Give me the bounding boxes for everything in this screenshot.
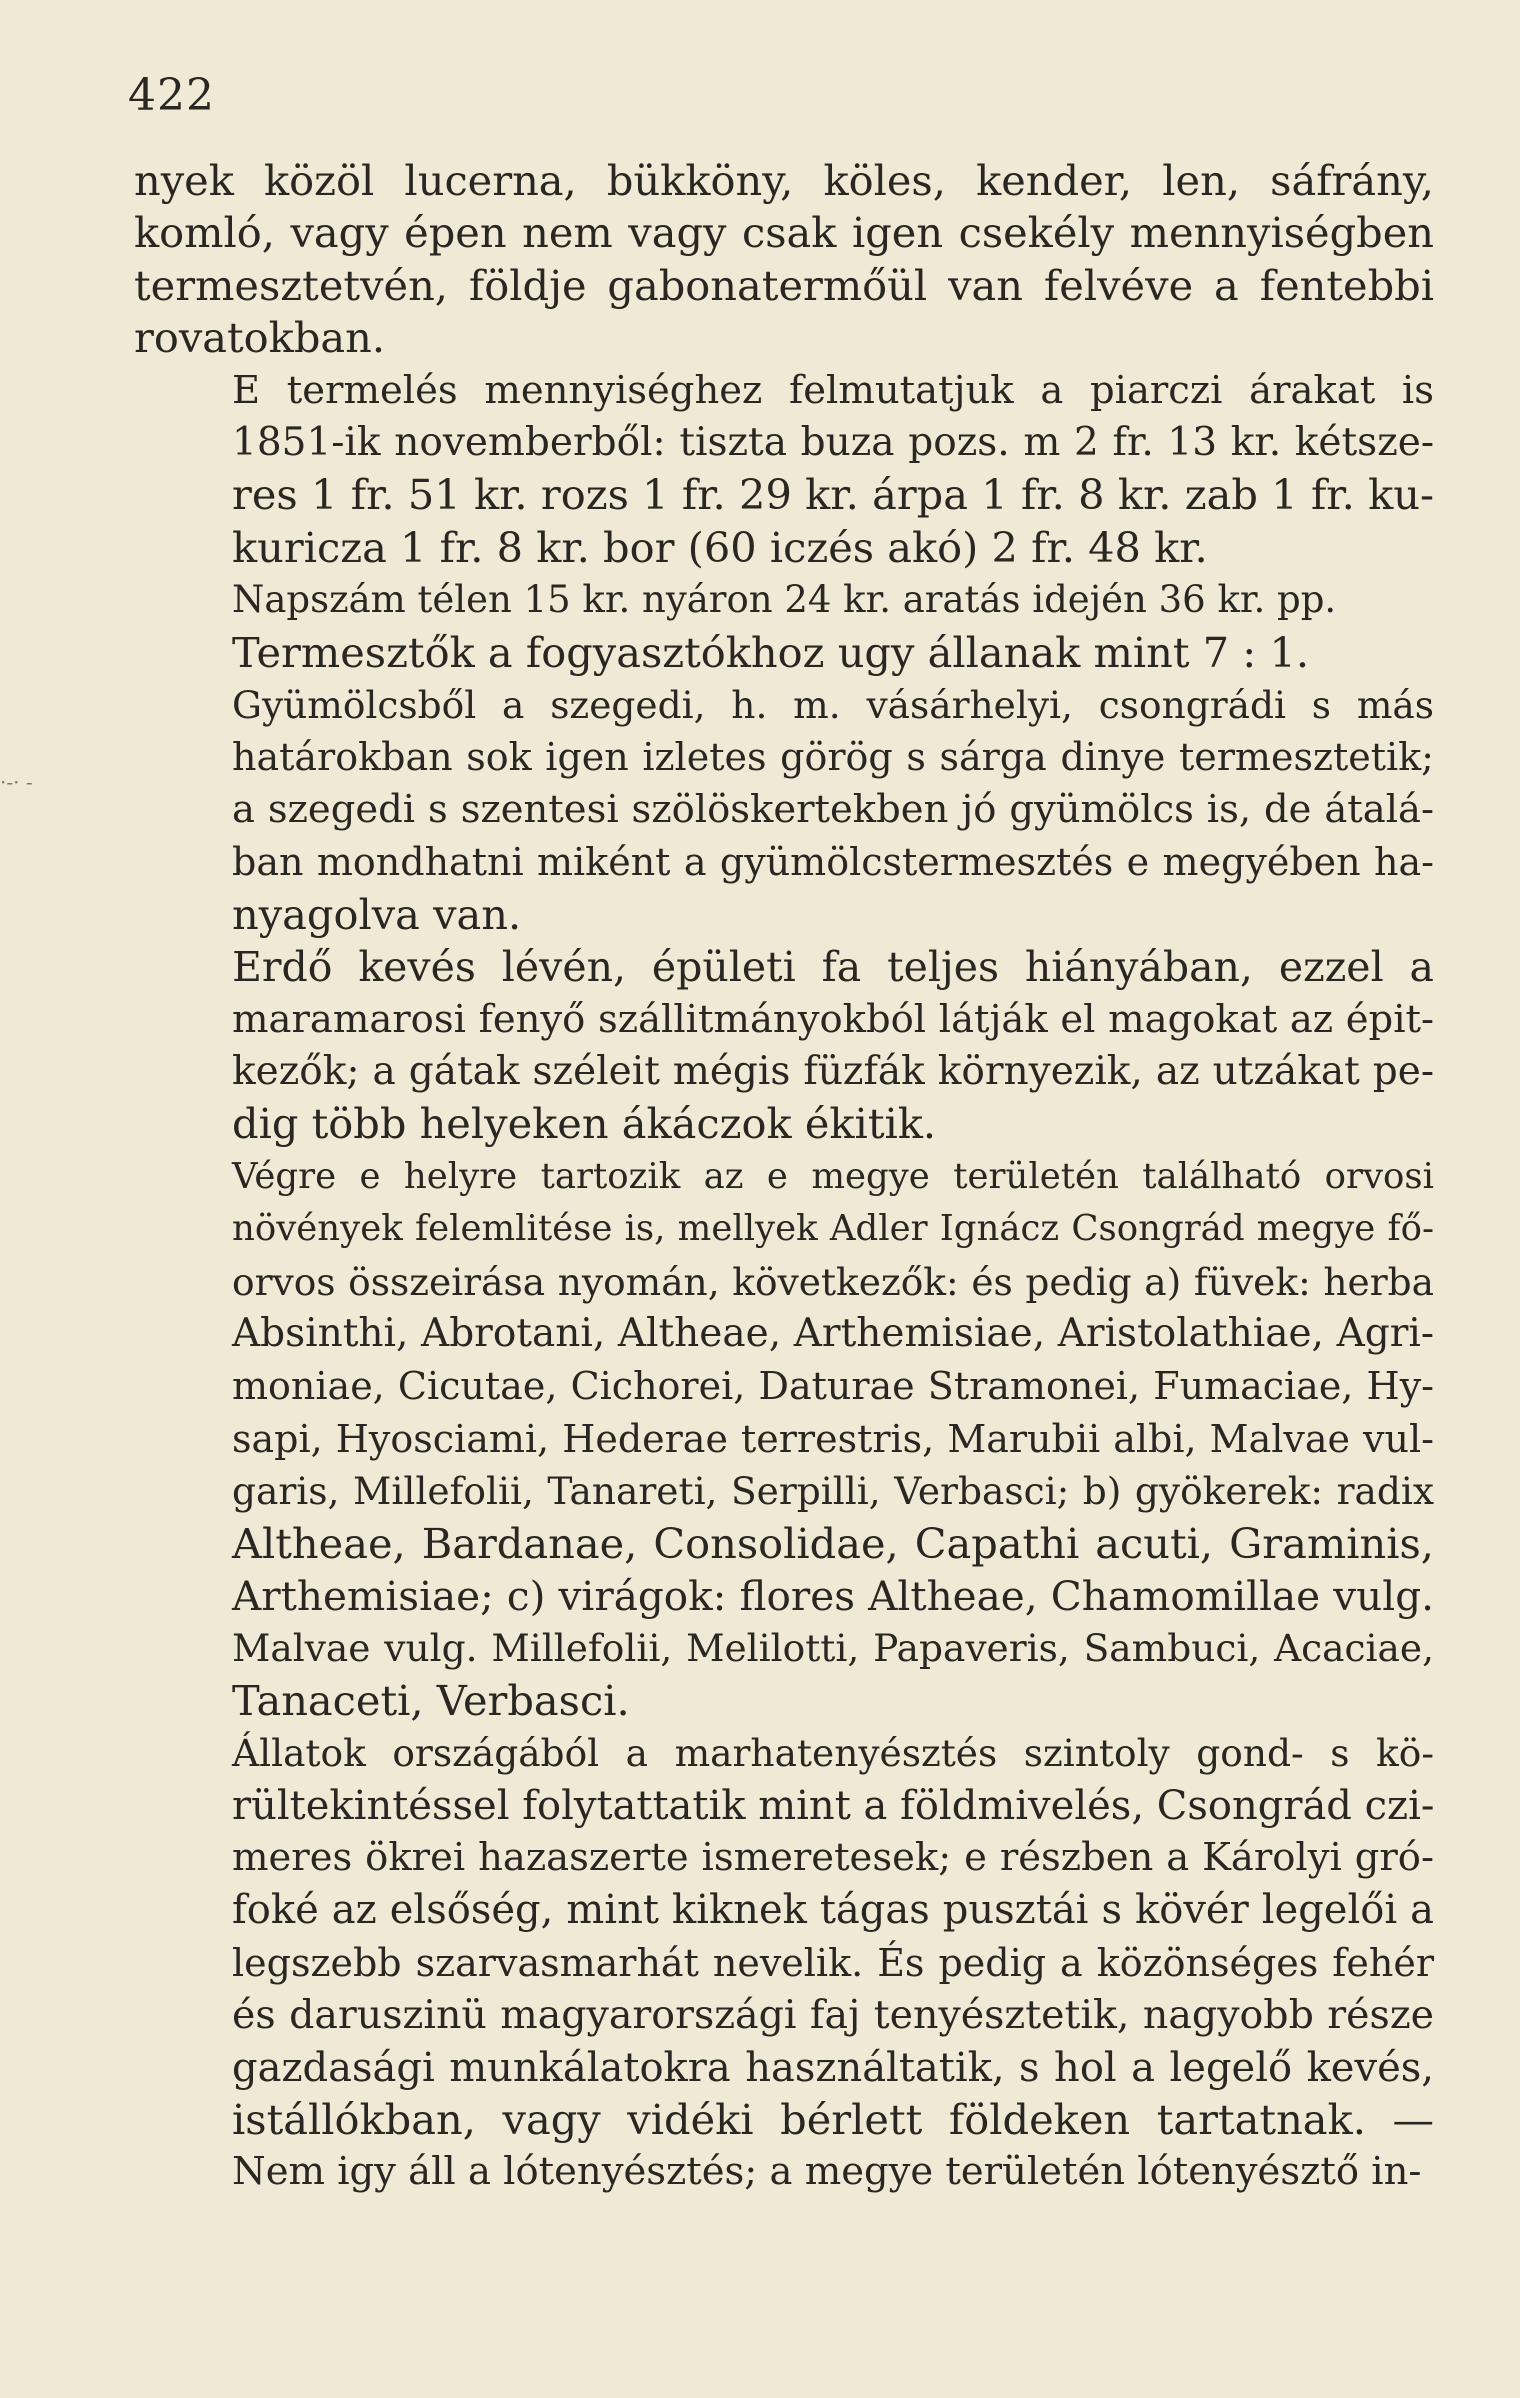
text-line: orvos összeirása nyomán, következők: és pedig a) füvek: herba bbox=[232, 1259, 1434, 1304]
text-line: ban mondhatni miként a gyümölcstermesztés e megyében ha- bbox=[232, 840, 1434, 885]
text-line: Erdő kevés lévén, épületi fa teljes hiányában, ezzel a bbox=[232, 943, 1434, 992]
paragraph bbox=[134, 627, 1434, 679]
text-line: kezők; a gátak széleit mégis füzfák környezik, az utzákat pe- bbox=[232, 1048, 1434, 1094]
text-line: nyagolva van. bbox=[232, 889, 522, 939]
text-line: komló, vagy épen nem vagy csak igen csekély mennyiségben bbox=[134, 208, 1434, 258]
text-line: istállókban, vagy vidéki bérlett földeken tartatnak. — bbox=[232, 2095, 1434, 2145]
text-line: Nem igy áll a lótenyésztés; a megye területén lótenyésztő in- bbox=[232, 2149, 1422, 2195]
text-line: 1851-ik novemberből: tiszta buza pozs. m 2 fr. 13 kr. kétsze- bbox=[232, 420, 1434, 466]
text-line: maramarosi fenyő szállitmányokból látják el magokat az épit- bbox=[232, 996, 1434, 1042]
paragraph bbox=[134, 1151, 1434, 1727]
text-line: res 1 fr. 51 kr. rozs 1 fr. 29 kr. árpa 1 fr. 8 kr. zab 1 fr. ku- bbox=[232, 470, 1434, 520]
paragraph bbox=[134, 679, 1434, 941]
text-line: gazdasági munkálatokra használtatik, s hol a legelő kevés, bbox=[232, 2044, 1434, 2091]
text-line: Tanaceti, Verbasci. bbox=[232, 1675, 630, 1725]
text-line: Termesztők a fogyasztókhoz ugy állanak mint 7 : 1. bbox=[232, 627, 1310, 677]
text-line: sapi, Hyosciami, Hederae terrestris, Marubii albi, Malvae vul- bbox=[232, 1416, 1434, 1461]
text-line: nyek közöl lucerna, bükköny, köles, kender, len, sáfrány, bbox=[134, 156, 1434, 205]
paragraph bbox=[134, 1727, 1434, 2199]
text-line: foké az elsőség, mint kiknek tágas pusztái s kövér legelői a bbox=[232, 1887, 1434, 1934]
text-line: növények felemlitése is, mellyek Adler Ignácz Csongrád megye fő- bbox=[232, 1208, 1434, 1250]
text-line: határokban sok igen izletes görög s sárga dinye termesztetik; bbox=[232, 735, 1434, 780]
text-line: rültekintéssel folytattatik mint a földmivelés, Csongrád czi- bbox=[232, 1782, 1435, 1829]
text-line: garis, Millefolii, Tanareti, Serpilli, Verbasci; b) gyökerek: radix bbox=[232, 1469, 1434, 1514]
text-line: dig több helyeken ákáczok ékitik. bbox=[232, 1099, 937, 1149]
margin-mark: ·-· - bbox=[0, 770, 33, 794]
text-line: a szegedi s szentesi szölöskertekben jó gyümölcs is, de átalá- bbox=[232, 786, 1434, 832]
text-line: Altheae, Bardanae, Consolidae, Capathi acuti, Graminis, bbox=[232, 1518, 1434, 1568]
text-line: Végre e helyre tartozik az e megye területén található orvosi bbox=[232, 1155, 1434, 1197]
text-line: és daruszinü magyarországi faj tenyésztetik, nagyobb része bbox=[232, 1992, 1434, 2039]
text-line: Absinthi, Abrotani, Altheae, Arthemisiae, Aristolathiae, Agri- bbox=[232, 1310, 1434, 1356]
paragraph bbox=[134, 941, 1434, 1151]
text-line: kuricza 1 fr. 8 kr. bor (60 iczés akó) 2 fr. 48 kr. bbox=[232, 522, 1208, 572]
page-number: 422 bbox=[128, 70, 215, 121]
body-text bbox=[134, 155, 1434, 2199]
text-line: Malvae vulg. Millefolii, Melilotti, Papaveris, Sambuci, Acaciae, bbox=[232, 1626, 1434, 1671]
text-line: Arthemisiae; c) virágok: flores Altheae, Chamomillae vulg. bbox=[232, 1571, 1434, 1620]
text-line: legszebb szarvasmarhát nevelik. És pedig a közönséges fehér bbox=[232, 1940, 1434, 1985]
text-line: moniae, Cicutae, Cichorei, Daturae Stramonei, Fumaciae, Hy- bbox=[232, 1364, 1434, 1409]
paragraph bbox=[134, 365, 1434, 575]
text-line: termesztetvén, földje gabonatermőül van felvéve a fentebbi bbox=[134, 260, 1434, 310]
text-line: meres ökrei hazaszerte ismeretesek; e részben a Károlyi gró- bbox=[232, 1835, 1434, 1880]
text-line: Állatok országából a marhatenyésztés szintoly gond- s kö- bbox=[232, 1731, 1434, 1776]
text-line: rovatokban. bbox=[134, 313, 386, 363]
paragraph bbox=[134, 155, 1434, 365]
text-line: E termelés mennyiséghez felmutatjuk a piarczi árakat is bbox=[232, 367, 1434, 413]
text-line: Napszám télen 15 kr. nyáron 24 kr. aratás idején 36 kr. pp. bbox=[232, 578, 1337, 622]
paragraph bbox=[134, 574, 1434, 626]
text-line: Gyümölcsből a szegedi, h. m. vásárhelyi, csongrádi s más bbox=[232, 683, 1434, 728]
